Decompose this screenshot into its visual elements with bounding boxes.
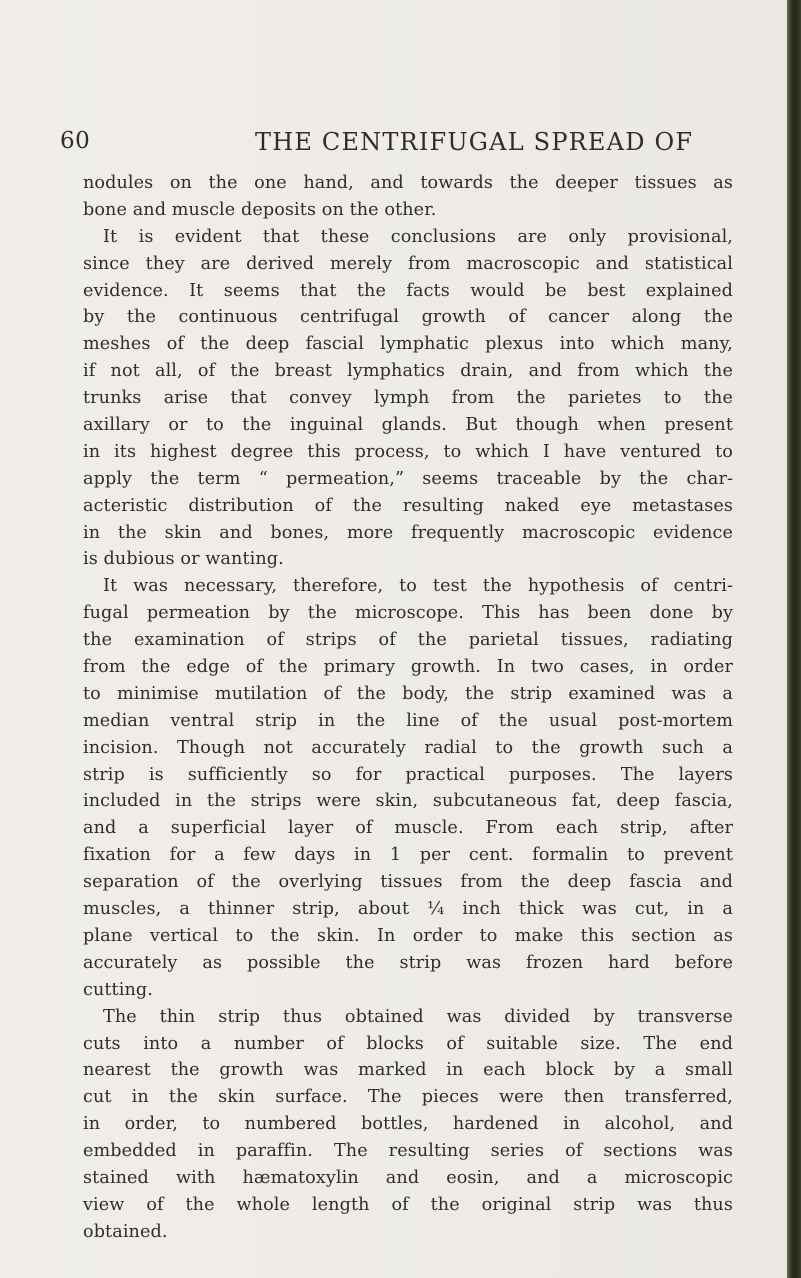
- text-line: strip is sufficiently so for practical purposes. The layers: [83, 764, 733, 785]
- text-line: by the continuous centrifugal growth of cancer along the: [83, 307, 733, 328]
- text-line: if not all, of the breast lymphatics drain, and from which the: [83, 361, 733, 382]
- text-line: embedded in paraffin. The resulting series of sections was: [83, 1141, 733, 1162]
- text-line: axillary or to the inguinal glands. But though when present: [83, 415, 733, 436]
- text-line: since they are derived merely from macroscopic and statistical: [83, 253, 733, 274]
- text-line: obtained.: [83, 1221, 168, 1242]
- text-line: plane vertical to the skin. In order to make this section as: [83, 925, 733, 946]
- text-line: to minimise mutilation of the body, the strip examined was a: [83, 683, 733, 704]
- running-title: THE CENTRIFUGAL SPREAD OF: [255, 128, 694, 156]
- text-line: from the edge of the primary growth. In two cases, in order: [83, 657, 733, 678]
- text-line: in the skin and bones, more frequently macroscopic evidence: [83, 522, 733, 543]
- text-line: the examination of strips of the parietal tissues, radiating: [83, 630, 733, 651]
- text-line: view of the whole length of the original strip was thus: [83, 1194, 733, 1215]
- text-line: in order, to numbered bottles, hardened in alcohol, and: [83, 1114, 733, 1135]
- text-line: apply the term “ permeation,” seems traceable by the char-: [83, 468, 733, 489]
- text-line: evidence. It seems that the facts would be best explained: [83, 280, 733, 301]
- text-line: bone and muscle deposits on the other.: [83, 199, 437, 220]
- text-line: included in the strips were skin, subcutaneous fat, deep fascia,: [83, 791, 733, 812]
- text-line: muscles, a thinner strip, about ¼ inch thick was cut, in a: [83, 899, 733, 920]
- page-number: 60: [60, 128, 91, 154]
- text-line: cut in the skin surface. The pieces were then transferred,: [83, 1087, 733, 1108]
- text-line: acteristic distribution of the resulting naked eye metastases: [83, 495, 733, 516]
- text-line: in its highest degree this process, to which I have ventured to: [83, 441, 733, 462]
- text-line: is dubious or wanting.: [83, 549, 284, 570]
- book-spine-edge: [787, 0, 801, 1278]
- text-line: It was necessary, therefore, to test the hypothesis of centri-: [103, 576, 733, 597]
- text-line: fixation for a few days in 1 per cent. formalin to prevent: [83, 845, 733, 866]
- text-line: stained with hæmatoxylin and eosin, and a microscopic: [83, 1167, 733, 1188]
- text-line: nearest the growth was marked in each block by a small: [83, 1060, 733, 1081]
- page-header: [60, 128, 740, 162]
- body-text: [83, 170, 733, 1246]
- text-line: incision. Though not accurately radial to the growth such a: [83, 737, 733, 758]
- text-line: separation of the overlying tissues from the deep fascia and: [83, 872, 733, 893]
- text-line: cuts into a number of blocks of suitable size. The end: [83, 1033, 733, 1054]
- text-line: cutting.: [83, 979, 153, 1000]
- text-line: fugal permeation by the microscope. This has been done by: [83, 603, 733, 624]
- text-line: trunks arise that convey lymph from the parietes to the: [83, 388, 733, 409]
- text-line: meshes of the deep fascial lymphatic plexus into which many,: [83, 334, 733, 355]
- text-line: It is evident that these conclusions are only provisional,: [103, 226, 733, 247]
- text-line: median ventral strip in the line of the usual post-mortem: [83, 710, 733, 731]
- text-line: The thin strip thus obtained was divided by transverse: [103, 1006, 733, 1027]
- text-line: nodules on the one hand, and towards the deeper tissues as: [83, 173, 733, 193]
- text-line: and a superficial layer of muscle. From each strip, after: [83, 818, 733, 839]
- text-line: accurately as possible the strip was frozen hard before: [83, 952, 733, 973]
